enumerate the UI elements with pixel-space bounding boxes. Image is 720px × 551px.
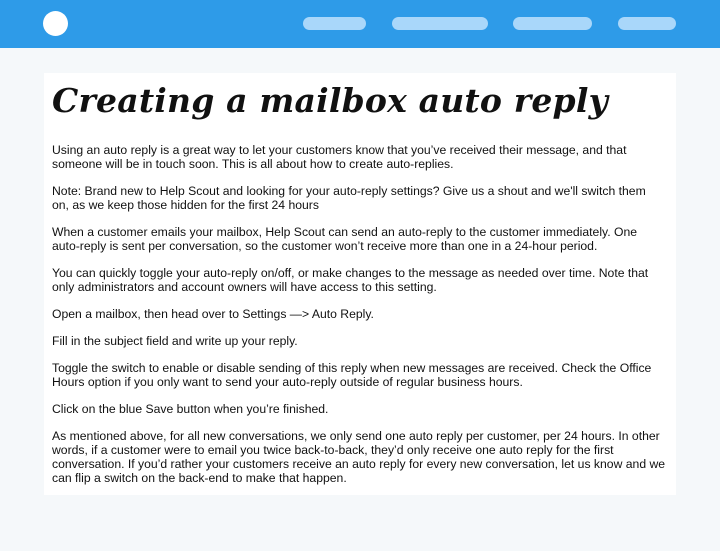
- article-paragraph: You can quickly toggle your auto-reply on/off, or make changes to the message as needed over time. Note that only administrators and account owners will have access to this setting.: [52, 266, 649, 294]
- nav-item-2[interactable]: [392, 17, 488, 30]
- logo[interactable]: [43, 11, 68, 36]
- article-paragraph: As mentioned above, for all new conversations, we only send one auto reply per customer, per 24 hours. In other words, if a customer were to email you twice back-to-back, they’d only receive one auto reply for the first conversation. If you’d rather your customers receive an auto reply for every new conversation, let us know and we can flip a switch on the back-end to make that happen.: [52, 429, 666, 485]
- article-paragraph: When a customer emails your mailbox, Help Scout can send an auto-reply to the customer immediately. One auto-reply is sent per conversation, so the customer won’t receive more than one in a 24-hour period.: [52, 225, 638, 253]
- nav-item-4[interactable]: [618, 17, 676, 30]
- top-nav-bar: [0, 0, 720, 48]
- nav-item-3[interactable]: [513, 17, 592, 30]
- article-paragraph: Note: Brand new to Help Scout and looking for your auto-reply settings? Give us a shout and we'll switch them on, as we keep those hidden for the first 24 hours: [52, 184, 646, 212]
- article-card: [44, 73, 676, 495]
- article-body: [52, 143, 666, 498]
- article-paragraph: Fill in the subject field and write up your reply.: [52, 334, 298, 348]
- article-title: Creating a mailbox auto reply: [52, 81, 608, 120]
- nav-item-1[interactable]: [303, 17, 366, 30]
- article-paragraph: Open a mailbox, then head over to Settings —> Auto Reply.: [52, 307, 374, 321]
- article-paragraph: Using an auto reply is a great way to let your customers know that you’ve received their message, and that someone will be in touch soon. This is all about how to create auto-replies.: [52, 143, 627, 171]
- article-paragraph: Toggle the switch to enable or disable sending of this reply when new messages are received. Check the Office Hours option if you only want to send your auto-reply outside of regular business hours.: [52, 361, 652, 389]
- article-paragraph: Click on the blue Save button when you’re finished.: [52, 402, 329, 416]
